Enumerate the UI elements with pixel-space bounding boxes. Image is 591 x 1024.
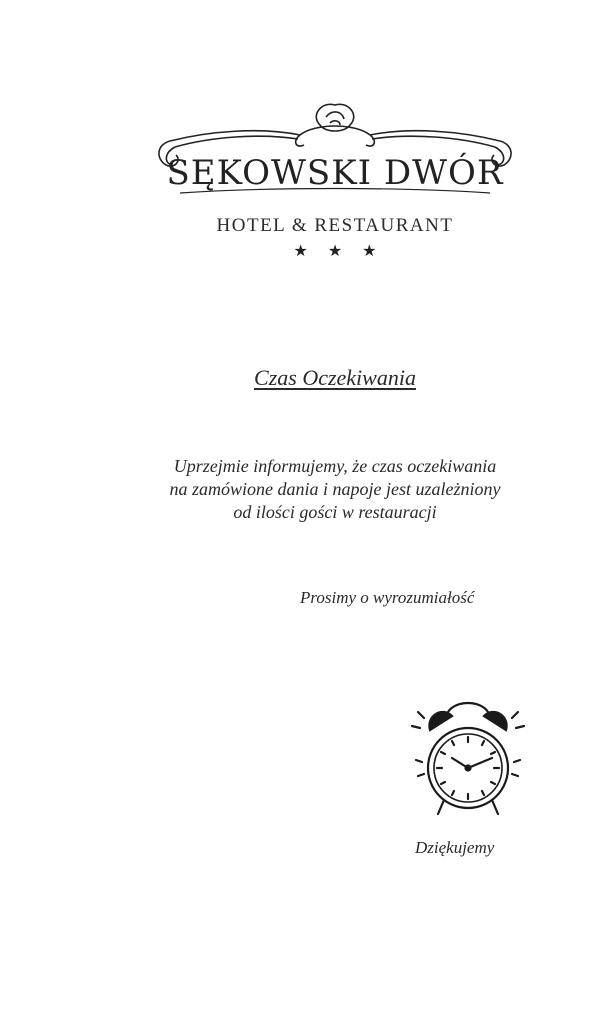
hotel-logo — [150, 95, 520, 265]
notice-line: na zamówione dania i napoje jest uzależniony — [169, 479, 501, 499]
rating-stars: ★★★ — [293, 241, 397, 260]
notice-heading: Czas Oczekiwania — [254, 365, 416, 390]
brand-subtitle: HOTEL & RESTAURANT — [216, 215, 454, 236]
thanks-text: Dziękujemy — [415, 838, 495, 857]
notice-body — [130, 455, 540, 524]
notice-line: Uprzejmie informujemy, że czas oczekiwania — [173, 456, 497, 476]
notice-line: od ilości gości w restauracji — [233, 502, 437, 522]
request-text: Prosimy o wyrozumiałość — [300, 588, 475, 607]
alarm-clock-icon — [408, 690, 528, 825]
brand-name: SĘKOWSKI DWÓR — [166, 153, 504, 193]
